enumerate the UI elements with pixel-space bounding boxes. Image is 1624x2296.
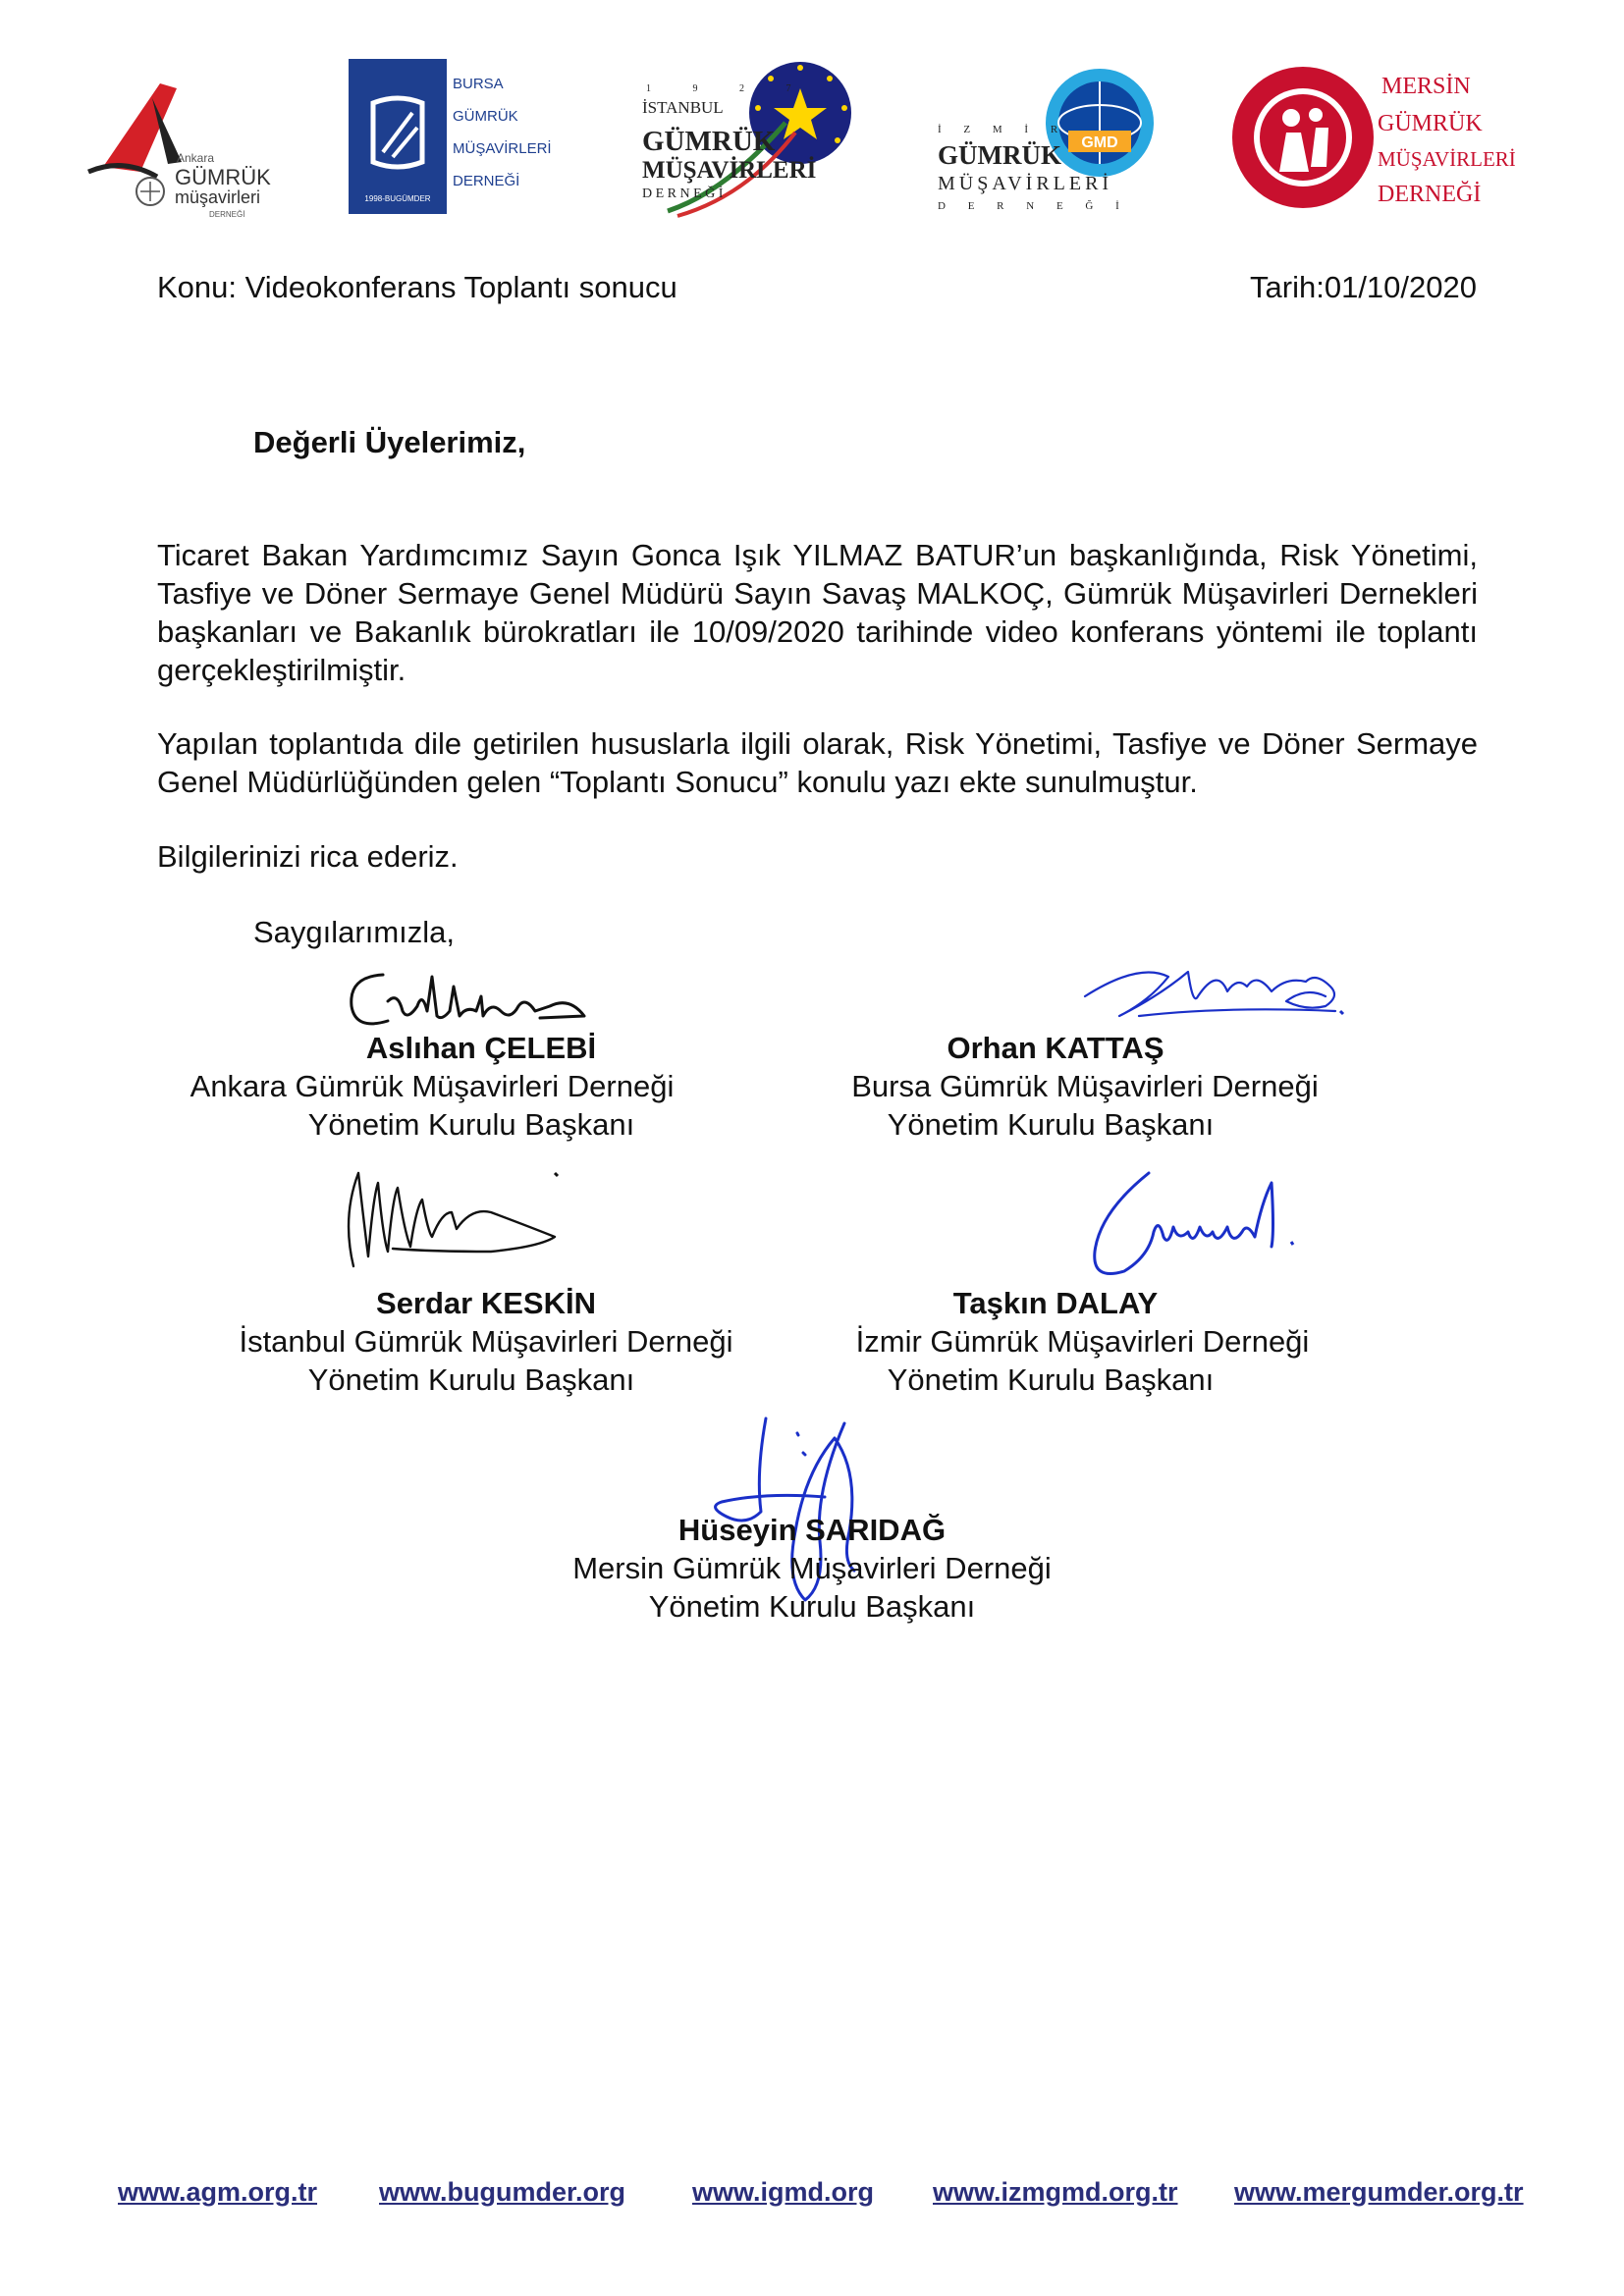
signatory-4-title: Yönetim Kurulu Başkanı [887,1362,1215,1397]
logo-bursa [349,54,552,221]
footer-link-izmgmd[interactable]: www.izmgmd.org.tr [933,2177,1178,2207]
mersin-logo-line2: GÜMRÜK [1378,111,1483,136]
signatory-1-name: Aslıhan ÇELEBİ [365,1031,597,1065]
signatory-2-title: Yönetim Kurulu Başkanı [887,1107,1215,1142]
signature-keskin [334,1158,569,1276]
date-line: Tarih:01/10/2020 [1250,270,1477,304]
izmir-logo-line3: MÜŞAVİRLERİ [938,173,1113,194]
ankara-logo-line1: Ankara [177,151,215,165]
bursa-logo-line3: MÜŞAVİRLERİ [453,140,552,157]
signatory-3-org: İstanbul Gümrük Müşavirleri Derneği [239,1324,733,1359]
footer-link-igmd[interactable]: www.igmd.org [692,2177,874,2207]
signatory-3-title: Yönetim Kurulu Başkanı [307,1362,635,1397]
logo-istanbul [638,54,864,221]
mersin-logo-line3: MÜŞAVİRLERİ [1378,147,1516,171]
signatory-5-title: Yönetim Kurulu Başkanı [648,1589,976,1624]
signature-kattas [1080,957,1375,1031]
istanbul-logo-year: 1 9 2 7 [646,83,811,94]
mersin-logo-line4: DERNEĞİ [1378,182,1482,207]
footer-links [0,2177,1624,2216]
signatory-1-title: Yönetim Kurulu Başkanı [307,1107,635,1142]
bursa-logo-caption: 1998-BUGÜMDER [364,194,431,203]
signatory-2 [815,1029,1502,1144]
istanbul-logo-line2: GÜMRÜK [642,126,776,157]
bursa-logo-line2: GÜMRÜK [453,108,518,125]
signatory-5-name: Hüseyin SARIDAĞ [677,1513,947,1547]
signatory-4-name: Taşkın DALAY [952,1286,1159,1320]
signatory-2-org: Bursa Gümrük Müşavirleri Derneği [851,1069,1319,1103]
ankara-logo-line3: müşavirleri [175,187,261,207]
paragraph-2: Yapılan toplantıda dile getirilen hususlarla ilgili olarak, Risk Yönetimi, Tasfiye ve Döner Sermaye Genel Müdürlüğünden gelen “Toplantı Sonucu” konulu yazı ekte sunulmuştur. [157,726,1478,799]
logo-mersin [1232,54,1516,221]
bursa-logo-line1: BURSA [453,76,504,92]
signatory-2-name: Orhan KATTAŞ [947,1031,1164,1065]
istanbul-logo-line3: MÜŞAVİRLERİ [642,157,817,184]
izmir-logo-badge: GMD [1081,134,1118,151]
footer-link-agm[interactable]: www.agm.org.tr [118,2177,318,2207]
greeting: Değerli Üyelerimiz, [253,425,526,459]
closing: Saygılarımızla, [253,915,456,949]
izmir-logo-line2: GÜMRÜK [938,140,1061,170]
izmir-logo-city: İ Z M İ R [938,124,1068,135]
signatory-5-org: Mersin Gümrük Müşavirleri Derneği [572,1551,1052,1585]
logo-ankara [83,54,290,221]
bursa-logo-line4: DERNEĞİ [453,173,520,189]
paragraph-1: Ticaret Bakan Yardımcımız Sayın Gonca Işık YILMAZ BATUR’un başkanlığında, Risk Yönetimi, Tasfiye ve Döner Sermaye Genel Müdürü Sayın Savaş MALKOÇ, Gümrük Müşavirleri Dernekleri başkanları ve Bakanlık bürokratları ile 10/09/2020 tarihinde video konferans yöntemi ile toplantı gerçekleştirilmiştir. [157,538,1478,687]
footer-link-bugumder[interactable]: www.bugumder.org [379,2177,626,2207]
footer-link-mergumder[interactable]: www.mergumder.org.tr [1234,2177,1524,2207]
signatory-5 [468,1511,1156,1626]
izmir-logo-line4: D E R N E Ğ İ [938,200,1129,212]
paragraph-3: Bilgilerinizi rica ederiz. [157,839,459,874]
logo-izmir [933,54,1159,221]
signatory-3-name: Serdar KESKİN [376,1286,596,1320]
signature-dalay [1080,1163,1316,1286]
istanbul-logo-city: İSTANBUL [642,98,724,117]
istanbul-logo-line4: D E R N E Ğ İ [642,187,724,201]
signatory-1-org: Ankara Gümrük Müşavirleri Derneği [189,1069,675,1103]
subject-line: Konu: Videokonferans Toplantı sonucu [157,270,677,304]
signatory-4-org: İzmir Gümrük Müşavirleri Derneği [855,1324,1310,1359]
ankara-logo-line2: GÜMRÜK [175,165,271,189]
signatory-4 [815,1284,1502,1399]
mersin-logo-line1: MERSİN [1381,74,1471,99]
signature-celebi [344,967,619,1036]
ankara-logo-line4: DERNEĞİ [209,210,245,219]
